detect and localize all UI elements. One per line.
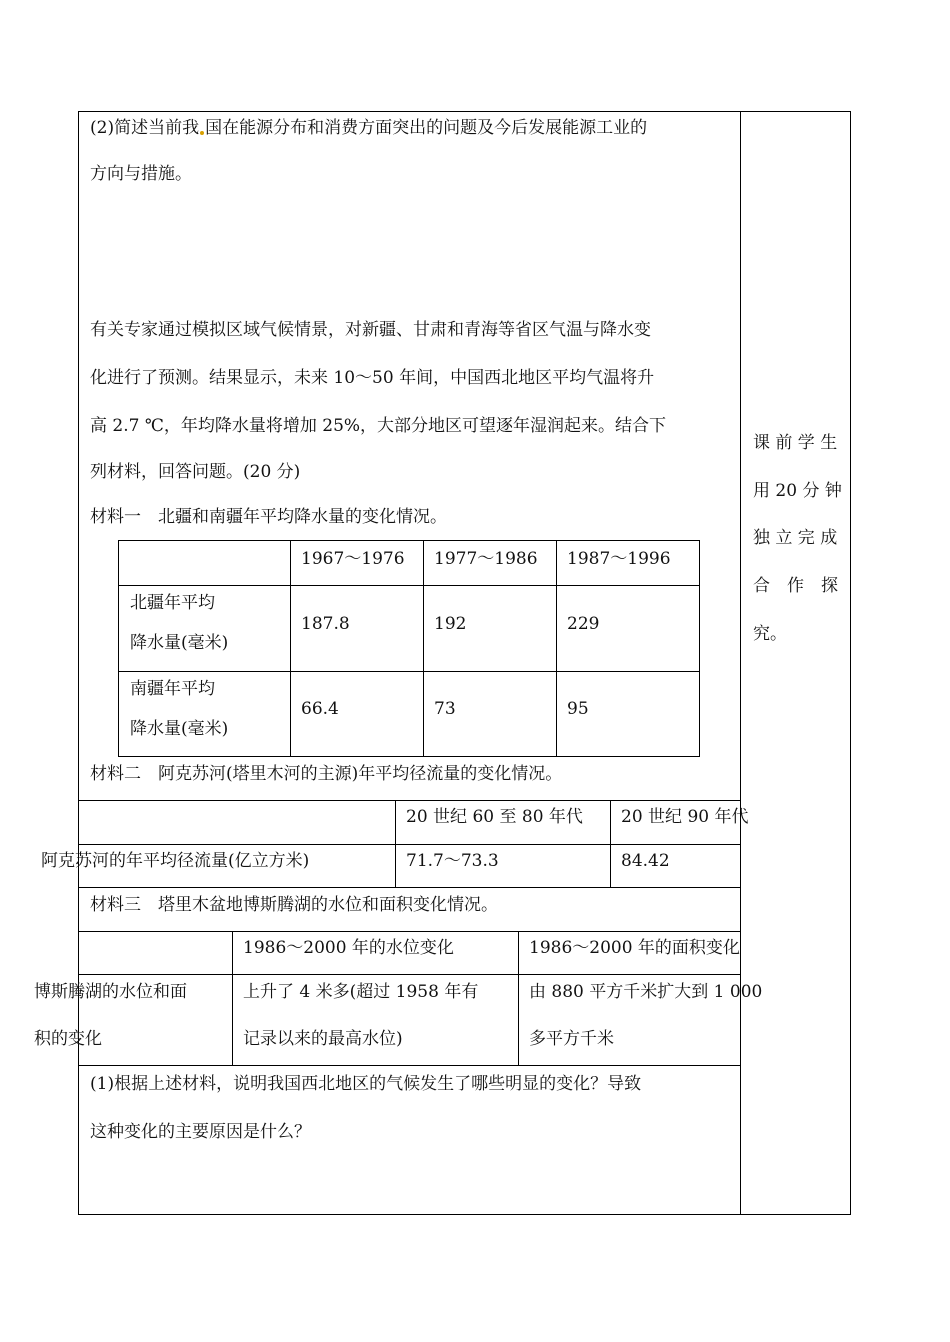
material2-header: 20 世纪 90 年代 [621,807,749,827]
material1-row-label: 降水量(毫米) [130,633,229,653]
material3-header: 1986～2000 年的水位变化 [243,938,454,958]
material3-cell: 由 880 平方千米扩大到 1 000 [529,982,763,1002]
material3-cell: 多平方千米 [529,1029,614,1049]
side-note-line3: 独 立 完 成 [753,528,838,548]
intro-line1: 有关专家通过模拟区域气候情景，对新疆、甘肃和青海等省区气温与降水变 [90,320,651,340]
question2-line1: (2)简述当前我 国在能源分布和消费方面突出的问题及今后发展能源工业的 [90,118,648,138]
outer-border-bottom [78,1214,851,1215]
cursor-mark [200,131,204,135]
outer-border-top [78,111,851,112]
material2-row-label: 阿克苏河的年平均径流量(亿立方米) [41,851,310,871]
column-divider [740,111,741,1215]
question1-line2: 这种变化的主要原因是什么？ [90,1122,311,1142]
side-note-line1: 课 前 学 生 [753,433,838,453]
material3-cell: 记录以来的最高水位) [243,1029,403,1049]
material1-header: 1987～1996 [567,549,671,569]
outer-border-right [850,111,851,1215]
material1-cell: 66.4 [301,699,339,719]
material1-cell: 73 [434,699,456,719]
material1-row-label: 北疆年平均 [130,593,215,613]
side-note-line5: 究。 [753,624,787,644]
material3-title: 材料三 塔里木盆地博斯腾湖的水位和面积变化情况。 [90,895,498,915]
intro-line3: 高 2.7 ℃，年均降水量将增加 25%，大部分地区可望逐年湿润起来。结合下 [90,416,667,436]
material1-cell: 95 [567,699,589,719]
material1-header: 1967～1976 [301,549,405,569]
question2-line2: 方向与措施。 [90,164,192,184]
material1-row-label: 降水量(毫米) [130,719,229,739]
side-note-line4: 合 作 探 [753,576,838,596]
material3-header: 1986～2000 年的面积变化 [529,938,740,958]
material2-cell: 71.7～73.3 [406,851,499,871]
material1-row-label: 南疆年平均 [130,679,215,699]
intro-line4: 列材料，回答问题。(20 分) [90,462,301,482]
material3-cell: 上升了 4 米多(超过 1958 年有 [243,982,479,1002]
material1-header: 1977～1986 [434,549,538,569]
material1-cell: 187.8 [301,614,350,634]
material3-row-label: 积的变化 [34,1029,102,1049]
material3-row-label: 博斯腾湖的水位和面 [34,982,187,1002]
material2-header: 20 世纪 60 至 80 年代 [406,807,583,827]
material1-cell: 192 [434,614,467,634]
intro-line2: 化进行了预测。结果显示，未来 10～50 年间，中国西北地区平均气温将升 [90,368,655,388]
side-note-line2: 用 20 分 钟 [753,481,842,501]
material1-cell: 229 [567,614,600,634]
material2-title: 材料二 阿克苏河(塔里木河的主源)年平均径流量的变化情况。 [90,764,563,784]
question1-line1: (1)根据上述材料，说明我国西北地区的气候发生了哪些明显的变化？导致 [90,1074,642,1094]
material2-cell: 84.42 [621,851,670,871]
material1-title: 材料一 北疆和南疆年平均降水量的变化情况。 [90,507,447,527]
